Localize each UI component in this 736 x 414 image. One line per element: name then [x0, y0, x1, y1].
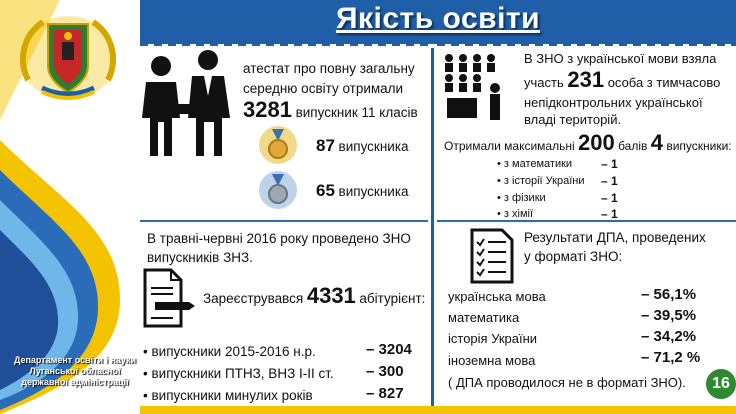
bottom-bar	[140, 406, 736, 414]
subject-item: • з історії України	[497, 175, 585, 187]
reg-pre: Зареєструвався	[203, 291, 304, 306]
audience-icon	[441, 52, 507, 122]
list-item-label: випускники минулих років	[151, 388, 313, 403]
q2-line2	[524, 68, 720, 95]
silver-medal-icon	[258, 170, 298, 210]
divider	[140, 44, 428, 46]
silver-count: 65	[316, 181, 335, 200]
result-value: – 39,5%	[641, 307, 697, 324]
document-pen-icon	[141, 268, 197, 330]
subject-item: • з математики	[497, 158, 573, 170]
q2-line3: непідконтрольних української	[524, 95, 703, 110]
subject-name: з хімії	[503, 208, 534, 220]
list-item-value: – 300	[366, 363, 404, 380]
q2-line1: В ЗНО з української мови взяла	[524, 51, 717, 66]
q1-line1: атестат про повну загальну	[243, 61, 415, 76]
subject-name: з історії України	[503, 175, 585, 187]
divider	[437, 44, 736, 46]
subject-value: – 1	[601, 157, 618, 171]
divider	[140, 220, 428, 222]
subject-name: з фізики	[503, 192, 546, 204]
subject-value: – 1	[601, 207, 618, 221]
silver-label: випускника	[338, 184, 409, 199]
page-title: Якість освіти	[335, 2, 541, 35]
result-subject: математика	[448, 310, 520, 325]
gold-label: випускника	[338, 139, 409, 154]
zno-participants: 231	[567, 67, 605, 92]
divider	[431, 48, 434, 408]
result-subject: іноземна мова	[448, 353, 536, 368]
q3-line1: В травні-червні 2016 року проведено ЗНО	[147, 231, 411, 246]
max-count: 4	[650, 130, 663, 155]
max-post: випускники:	[666, 139, 732, 153]
list-value: 300	[378, 363, 404, 380]
department-caption: Департамент освіти і науки Луганської обласної державної адміністрації	[13, 355, 137, 387]
q2-line2-pre: участь	[524, 75, 564, 90]
q2-line4: владі територій.	[524, 112, 622, 127]
graduate-count-label: випускник 11 класів	[295, 105, 418, 120]
list-item: • випускники ПТНЗ, ВНЗ І-ІІ ст.	[143, 366, 334, 381]
list-item-label: випускники ПТНЗ, ВНЗ І-ІІ ст.	[151, 366, 334, 381]
list-item: • випускники 2015-2016 н.р.	[143, 344, 316, 359]
result-subject: українська мова	[448, 289, 546, 304]
max-score: 200	[578, 130, 615, 155]
subject-name: з математики	[503, 158, 573, 170]
silver-row	[316, 180, 409, 203]
list-item: • випускники минулих років	[143, 388, 313, 403]
list-item-value: – 827	[366, 385, 404, 402]
result-value: – 56,1%	[641, 286, 697, 303]
registered-count: 4331	[306, 283, 356, 308]
max-score-row	[444, 131, 732, 158]
result-value: – 71,2 %	[641, 349, 701, 366]
subject-item: • з фізики	[497, 192, 546, 204]
q1-line2: середню освіту отримали	[243, 81, 404, 96]
list-item-label: випускники 2015-2016 н.р.	[151, 344, 316, 359]
registration-row	[203, 283, 425, 312]
q2-line2-post: особа з тимчасово	[607, 75, 721, 90]
subject-item: • з хімії	[497, 208, 534, 220]
dpa-note: ( ДПА проводилося не в форматі ЗНО).	[448, 375, 686, 390]
page-number-badge: 16	[704, 367, 736, 401]
subject-value: – 1	[601, 191, 618, 205]
result-subject: історія України	[448, 331, 538, 346]
gold-medal-icon	[258, 125, 298, 165]
coat-of-arms-logo	[18, 10, 118, 102]
result-value: – 34,2%	[641, 328, 697, 345]
max-mid: балів	[618, 139, 648, 153]
checklist-icon	[470, 228, 514, 284]
list-item-value: – 3204	[366, 341, 412, 358]
q4-line2: у форматі ЗНО:	[524, 249, 623, 264]
max-pre: Отримали максимальні	[444, 139, 575, 153]
gold-count: 87	[316, 136, 335, 155]
q3-line2: випускників ЗНЗ.	[147, 250, 253, 265]
gold-row	[316, 135, 409, 158]
subject-value: – 1	[601, 174, 618, 188]
q4-line1: Результати ДПА, проведених	[524, 230, 706, 245]
list-value: 3204	[378, 341, 412, 358]
list-value: 827	[378, 385, 404, 402]
graduate-count: 3281	[243, 97, 292, 122]
q1-count-row	[243, 98, 418, 125]
divider	[437, 220, 736, 222]
reg-post: абітурієнт:	[359, 291, 426, 306]
people-icon	[136, 48, 236, 158]
